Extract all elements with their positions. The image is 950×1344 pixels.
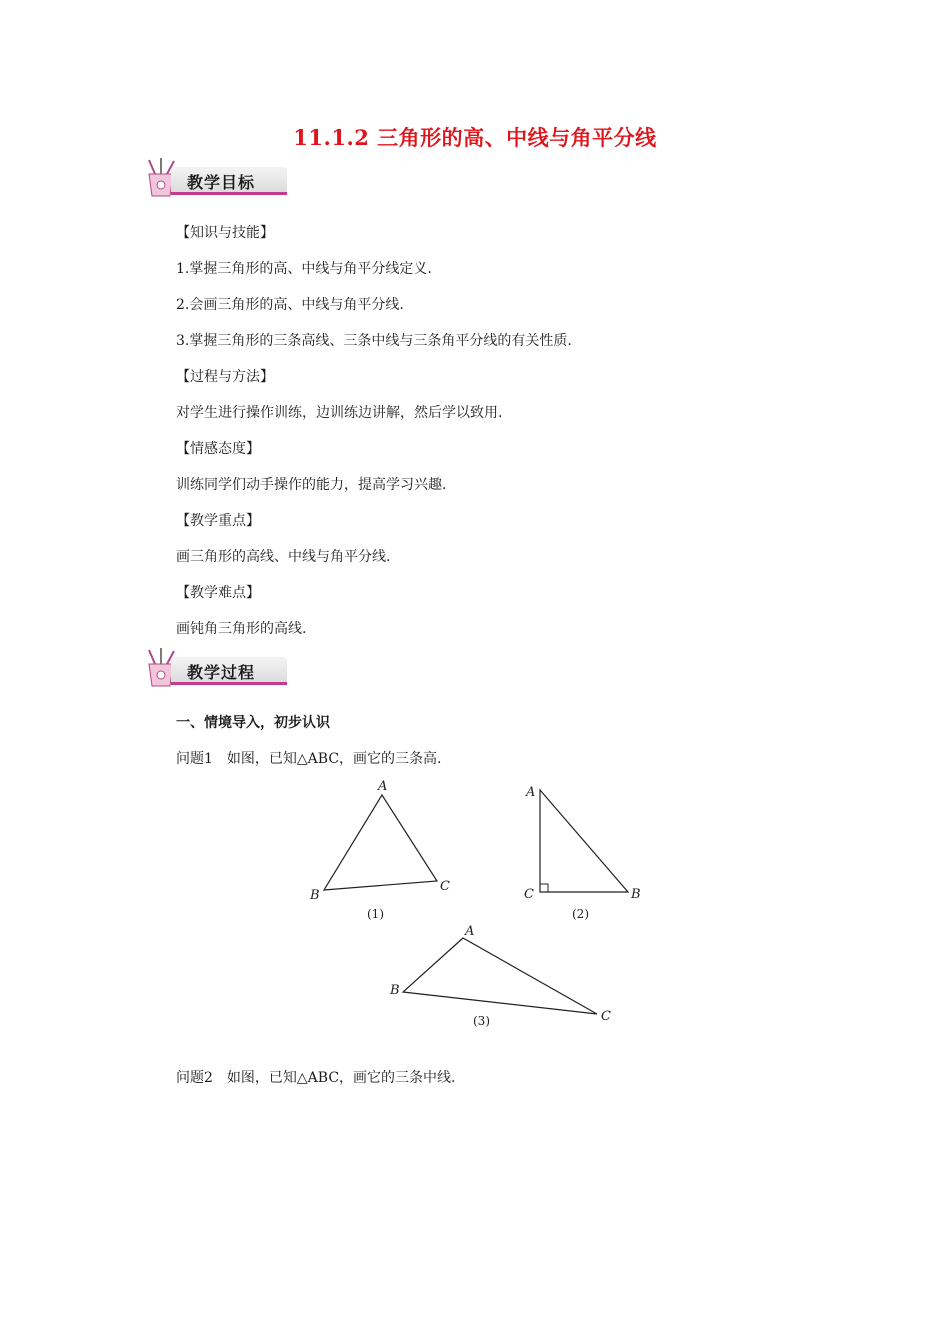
vertex-label-c: C [440, 879, 450, 894]
text-line: 【教学难点】 [176, 585, 260, 601]
text-line: 画钝角三角形的高线. [176, 621, 307, 637]
section-banner-process [143, 648, 293, 688]
section-banner-goals [143, 158, 293, 198]
text-line: 【教学重点】 [176, 513, 260, 529]
vertex-label-a: A [378, 779, 388, 794]
vertex-label-a: A [465, 924, 475, 939]
text-line: 【过程与方法】 [176, 369, 274, 385]
figure-1-acute-triangle [300, 775, 470, 925]
page-title: 11.1.2 三角形的高、中线与角平分线 [293, 125, 657, 150]
text-line: 2.会画三角形的高、中线与角平分线. [176, 297, 404, 313]
problem-2: 问题2 如图，已知△ABC，画它的三条中线. [176, 1070, 456, 1086]
text-line: 1.掌握三角形的高、中线与角平分线定义. [176, 261, 432, 277]
vertex-label-b: B [310, 888, 320, 903]
text-line: 3.掌握三角形的三条高线、三条中线与三条角平分线的有关性质. [176, 333, 572, 349]
text-line: 对学生进行操作训练，边训练边讲解，然后学以致用. [176, 405, 503, 421]
vertex-label-c: C [601, 1009, 611, 1024]
figure-caption: (1) [367, 907, 384, 921]
figure-3-obtuse-triangle [385, 920, 625, 1035]
vertex-label-b: B [390, 983, 400, 998]
vertex-label-c: C [524, 887, 534, 902]
subsection-heading: 一、情境导入，初步认识 [176, 715, 330, 731]
vertex-label-b: B [631, 887, 641, 902]
text-line: 训练同学们动手操作的能力，提高学习兴趣. [176, 477, 447, 493]
figure-caption: (2) [572, 907, 589, 921]
text-line: 画三角形的高线、中线与角平分线. [176, 549, 391, 565]
figure-caption: (3) [473, 1014, 490, 1028]
section-label: 教学目标 [187, 173, 256, 192]
vertex-label-a: A [526, 785, 536, 800]
text-line: 【知识与技能】 [176, 225, 274, 241]
section-label: 教学过程 [187, 663, 256, 682]
figure-2-right-triangle [515, 780, 655, 930]
text-line: 【情感态度】 [176, 441, 260, 457]
problem-1: 问题1 如图，已知△ABC，画它的三条高. [176, 751, 442, 767]
